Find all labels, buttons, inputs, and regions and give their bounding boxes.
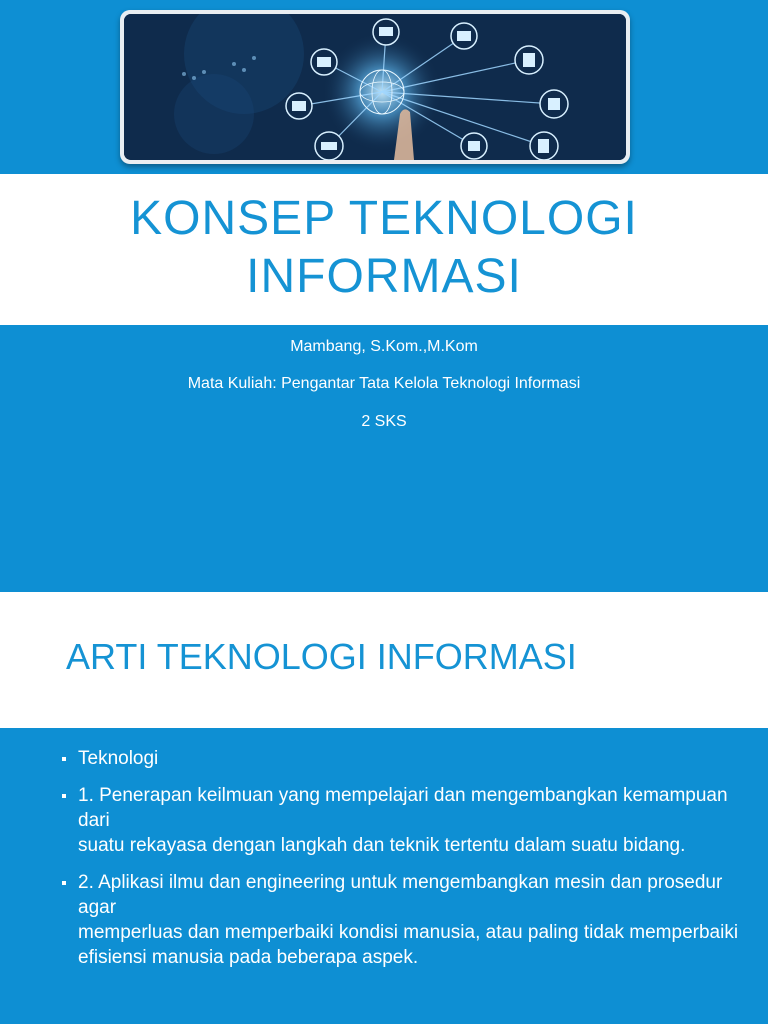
author-name: Mambang, S.Kom.,M.Kom — [290, 338, 478, 355]
bullet-icon — [62, 881, 66, 885]
bullet-item — [62, 870, 742, 970]
bullet-icon — [62, 794, 66, 798]
bullet-text-continuation: efisiensi manusia pada beberapa aspek. — [78, 947, 419, 968]
bullet-list — [62, 746, 742, 982]
bullet-text: 2. Aplikasi ilmu dan engineering untuk mengembangkan mesin dan prosedur agar — [78, 872, 723, 918]
bullet-text: Teknologi — [78, 748, 159, 769]
slide-title: KONSEP TEKNOLOGI INFORMASI — [130, 192, 638, 303]
bullet-text: 1. Penerapan keilmuan yang mempelajari dan mengembangkan kemampuan dari — [78, 785, 728, 831]
bullet-text-continuation: memperluas dan memperbaiki kondisi manusia, atau paling tidak memperbaiki — [78, 922, 739, 943]
bullet-icon — [62, 757, 66, 761]
bullet-item — [62, 746, 742, 771]
banner-image-frame — [120, 10, 630, 164]
bullet-text-continuation: suatu rekayasa dengan langkah dan teknik tertentu dalam suatu bidang. — [78, 835, 686, 856]
technology-network-image — [124, 14, 626, 160]
section-title: ARTI TEKNOLOGI INFORMASI — [66, 636, 577, 677]
network-illustration — [124, 14, 626, 160]
credits: 2 SKS — [361, 413, 407, 430]
course-name: Mata Kuliah: Pengantar Tata Kelola Teknologi Informasi — [187, 375, 581, 392]
bullet-item — [62, 783, 742, 858]
